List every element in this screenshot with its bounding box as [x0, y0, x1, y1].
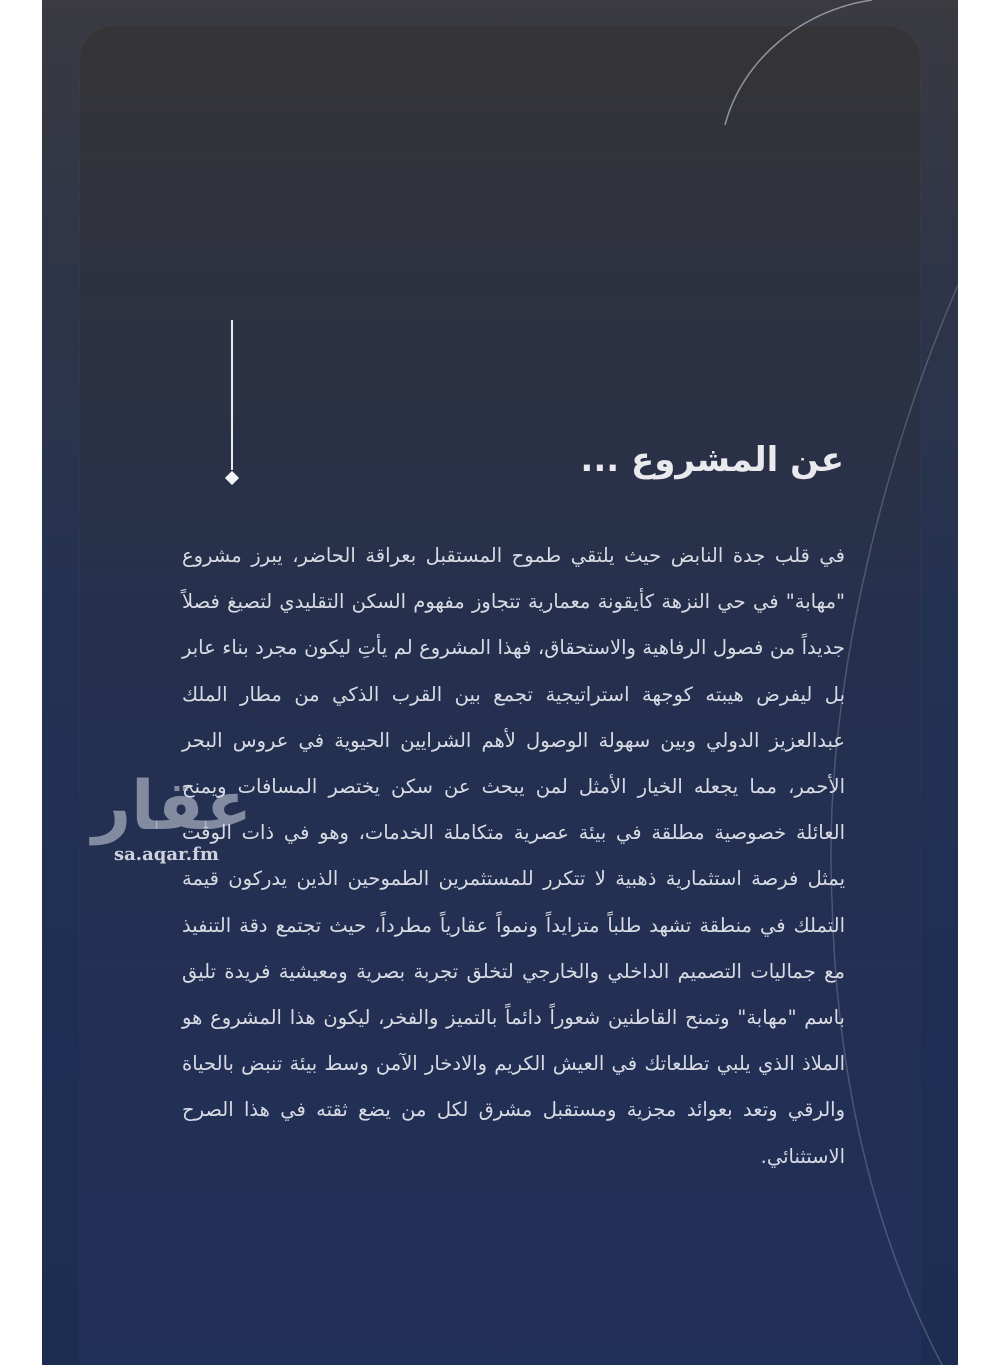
watermark [92, 762, 252, 882]
vertical-divider-line [231, 320, 233, 470]
watermark-url: sa.aqar.fm [114, 844, 219, 865]
section-title: عن المشروع ... [580, 440, 844, 480]
section-body-paragraph: في قلب جدة النابض حيث يلتقي طموح المستقبل بعراقة الحاضر، يبرز مشروع "مهابة" في حي النزهة كأيقونة معمارية تتجاوز مفهوم السكن التقليدي لتصيغ فصلاً جديداً من فصول الرفاهية والاستحقاق، فهذا المشروع لم يأتِ ليكون مجرد بناء عابر بل ليفرض هيبته كوجهة استراتيجية تجمع بين القرب الذكي من مطار الملك عبدالعزيز الدولي وبين سهولة الوصول لأهم الشرايين الحيوية في عروس البحر الأحمر، مما يجعله الخيار الأمثل لمن يبحث عن سكن يختصر المسافات ويمنح العائلة خصوصية مطلقة في بيئة عصرية متكاملة الخدمات، وهو في ذات الوقت يمثل فرصة استثمارية ذهبية لا تتكرر للمستثمرين الطموحين الذين يدركون قيمة التملك في منطقة تشهد طلباً متزايداً ونمواً عقارياً مطرداً، حيث تجتمع دقة التنفيذ مع جماليات التصميم الداخلي والخارجي لتخلق تجربة بصرية ومعيشية فريدة تليق باسم "مهابة" وتمنح القاطنين شعوراً دائماً بالتميز والفخر، ليكون هذا المشروع هو الملاذ الذي يلبي تطلعاتك في العيش الكريم والادخار الآمن وسط بيئة تنبض بالحياة والرقي وتعد بعوائد مجزية ومستقبل مشرق لكل من يضع ثقته في هذا الصرح الاستثنائي. [182, 544, 845, 1168]
watermark-logo: عقار [92, 767, 253, 846]
